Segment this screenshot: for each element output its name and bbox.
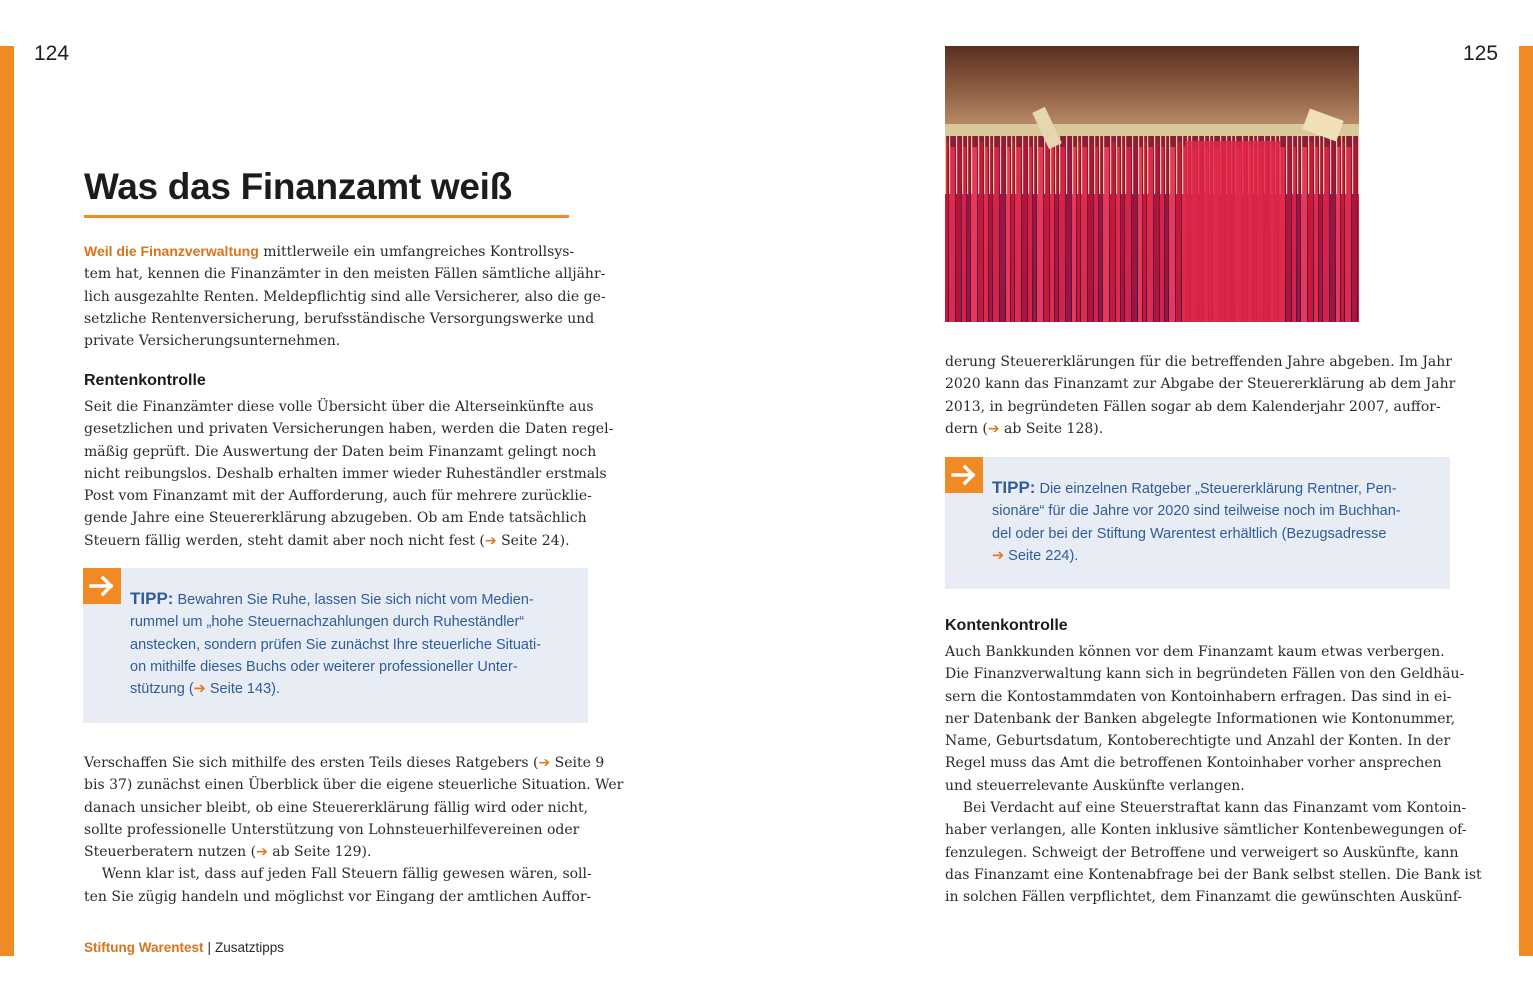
kontenkontrolle-paragraph: Auch Bankkunden können vor dem Finanzamt kaum etwas verbergen. Die Finanzverwaltung kann sich in begründeten Fällen von den Geldhäu- sern die Kontostammdaten von Kontoinhabern erfragen. Das sind in ei- ner Datenbank der Banken abgelegte Informationen wie Kontonummer, Name, Geburtsdatum, Kontoberechtigte und Anzahl der Konten. In der Regel muss das Amt die betroffenen Kontoinhaber vorher ansprechen und steuerrelevante Auskünfte verlangen. Bei Verdacht auf eine Steuerstraftat kann das Finanzamt vom Kontoin- haber verlangen, alle Konten inklusive sämtlicher Kontenbewegungen of- fenzulegen. Schweigt der Betroffene und verweigert so Auskünfte, kann das Finanzamt eine Kontenabfrage bei der Bank selbst stellen. Die Bank ist in solchen Fällen verpflichtet, dem Finanzamt die gewünschten Auskünf- [945, 644, 1482, 906]
folder-hook [1132, 134, 1133, 194]
tip-keyword: TIPP: [130, 589, 174, 608]
folder-hook [1033, 134, 1034, 194]
arrow-icon: ➔ [484, 532, 497, 549]
folder-hook [1022, 134, 1023, 194]
page-number-right: 125 [1463, 42, 1499, 65]
tip-text-left: TIPP: Bewahren Sie Ruhe, lassen Sie sich nicht vom Medien- rummel um „hohe Steuernachzahlungen durch Ruheständler“ anstecken, sondern prüfen Sie zunächst Ihre steuerliche Situati- on mithilfe dieses Buchs oder weiterer professioneller Unter- stützung (➔ Seite 143). [130, 589, 542, 698]
folder-hook [1116, 134, 1117, 194]
intro-lead: Weil die Finanzverwaltung [84, 243, 259, 259]
folder-hook [978, 134, 979, 194]
rentenkontrolle-paragraph: Seit die Finanzämter diese volle Übersicht über die Alterseinkünfte aus gesetzlichen und privaten Versicherungen haben, werden die Daten regel- mäßig geprüft. Die Auswertung der Daten beim Finanzamt gelingt noch nicht reibungslos. Deshalb erhalten immer wieder Ruheständler erstmals Post vom Finanzamt mit der Aufforderung, auch für mehrere zurücklie- gende Jahre eine Steuererklärung abzugeben. Ob am Ende tatsächlich Steuern fällig werden, steht damit aber noch nicht fest (➔ Seite 24). [84, 399, 614, 549]
page-reference: Seite 9 [550, 755, 605, 771]
folder-hook [1011, 134, 1012, 194]
folder-hook [1319, 134, 1320, 194]
folder-hook [1358, 134, 1359, 194]
folder-hook [1121, 134, 1122, 194]
folder-hook [1081, 134, 1082, 194]
page-reference: ab Seite 129 [267, 844, 362, 861]
folder-hook [962, 134, 963, 194]
footer-separator: | [207, 940, 212, 955]
folder-hook [1352, 134, 1353, 194]
folder-hook [1066, 134, 1067, 194]
photo-file-folders [945, 46, 1359, 322]
folder-hook [1341, 134, 1342, 194]
folder-hook [1143, 134, 1144, 194]
tip-keyword: TIPP: [992, 478, 1036, 497]
folder-hook [1006, 134, 1007, 194]
page-title: Was das Finanzamt weiß [84, 166, 512, 207]
arrow-icon: ➔ [987, 420, 1000, 437]
folder-hook [1336, 134, 1337, 194]
body-paragraph-left: Verschaffen Sie sich mithilfe des ersten Teils dieses Ratgebers (➔ Seite 9 bis 37) zunächst einen Überblick über die eigene steuerliche Situation. Wer danach unsicher bleibt, ob eine Steuererklärung fällig wird oder nicht, sollte professionelle Unterstützung von Lohnsteuerhilfevereinen oder Steuerberatern nutzen (➔ ab Seite 129). Wenn klar ist, dass auf jeden Fall Steuern fällig gewesen wären, soll- ten Sie zügig handeln und möglichst vor Eingang der amtlichen Auffor- [84, 755, 624, 905]
folder-hook [993, 134, 994, 194]
folder-hook [1301, 134, 1302, 194]
left-accent-bar [0, 46, 14, 956]
page-reference: Seite 143 [205, 681, 272, 698]
page-number-left: 124 [34, 42, 70, 65]
folder-hook [1000, 134, 1001, 194]
folder-hook [1182, 134, 1183, 194]
arrow-icon: ➔ [193, 681, 206, 698]
footer-section: Zusatztipps [215, 940, 285, 955]
right-accent-bar [1519, 46, 1533, 956]
arrow-icon: ➔ [992, 547, 1005, 564]
folder-hook [967, 134, 968, 194]
folder-hook [1330, 134, 1331, 194]
folder-hook [1147, 134, 1148, 194]
folder-hook [1314, 134, 1315, 194]
folder-hook [956, 134, 957, 194]
arrow-right-icon [945, 457, 983, 493]
folder-hook [1176, 134, 1177, 194]
folder-hook [1323, 134, 1324, 194]
folder-hook [1015, 134, 1016, 194]
heading-kontenkontrolle: Kontenkontrolle [945, 617, 1068, 634]
folder-hook [1286, 134, 1287, 194]
page-reference: Seite 24 [496, 532, 560, 549]
folder-hook [949, 134, 950, 194]
folder-hook [1292, 134, 1293, 194]
footer-brand: Stiftung Warentest [84, 940, 204, 955]
folder-hook [1138, 134, 1139, 194]
page-footer [84, 940, 284, 955]
tip-text-right: TIPP: Die einzelnen Ratgeber „Steuererklärung Rentner, Pen- sionäre“ für die Jahre vor 2020 sind teilweise noch im Buchhan- del oder bei der Stiftung Warentest erhältlich (Bezugsadresse ➔ Seite 224). [992, 478, 1401, 564]
heading-rentenkontrolle: Rentenkontrolle [84, 372, 206, 389]
folder-hook [945, 134, 946, 194]
folder-hook [1169, 134, 1170, 194]
intro-paragraph: Weil die Finanzverwaltung mittlerweile ein umfangreiches Kontrollsys- tem hat, kennen die Finanzämter in den meisten Fällen sämtliche alljähr- lich ausgezahlte Renten. Meldepflichtig sind alle Versicherer, also die ge- setzliche Rentenversicherung, berufsständische Versorgungswerke und private Versicherungsunternehmen. [84, 243, 606, 350]
folder-hook [1345, 134, 1346, 194]
arrow-right-icon [83, 568, 121, 604]
page-reference: ab Seite 128 [999, 420, 1094, 437]
folder-hook [1028, 134, 1029, 194]
arrow-icon: ➔ [256, 844, 268, 861]
folder-hook [1077, 134, 1078, 194]
folder-hook [1072, 134, 1073, 194]
folder-hook [1165, 134, 1166, 194]
page-reference: Seite 224 [1004, 547, 1070, 564]
folder-hook [1088, 134, 1089, 194]
folder-hook [1037, 134, 1038, 194]
folder-hook [1094, 134, 1095, 194]
folder-hook [984, 134, 985, 194]
folder-hook [1308, 134, 1309, 194]
title-underline [84, 215, 569, 218]
folder-hook [1154, 134, 1155, 194]
folder-hook [1297, 134, 1298, 194]
folder-hook [989, 134, 990, 194]
folder-hook [1103, 134, 1104, 194]
folder-hook [1125, 134, 1126, 194]
folder-hook [1160, 134, 1161, 194]
continued-paragraph: derung Steuererklärungen für die betreffenden Jahre abgeben. Im Jahr 2020 kann das Finanzamt zur Abgabe der Steuererklärung ab dem Jahr 2013, in begründeten Fällen sogar ab dem Kalenderjahr 2007, auffor- dern (➔ ab Seite 128). [945, 354, 1456, 437]
folder-hook [1044, 134, 1045, 194]
folder-hook [971, 134, 972, 194]
folder-hook [1099, 134, 1100, 194]
folder-hook [1110, 134, 1111, 194]
arrow-icon: ➔ [538, 755, 551, 771]
